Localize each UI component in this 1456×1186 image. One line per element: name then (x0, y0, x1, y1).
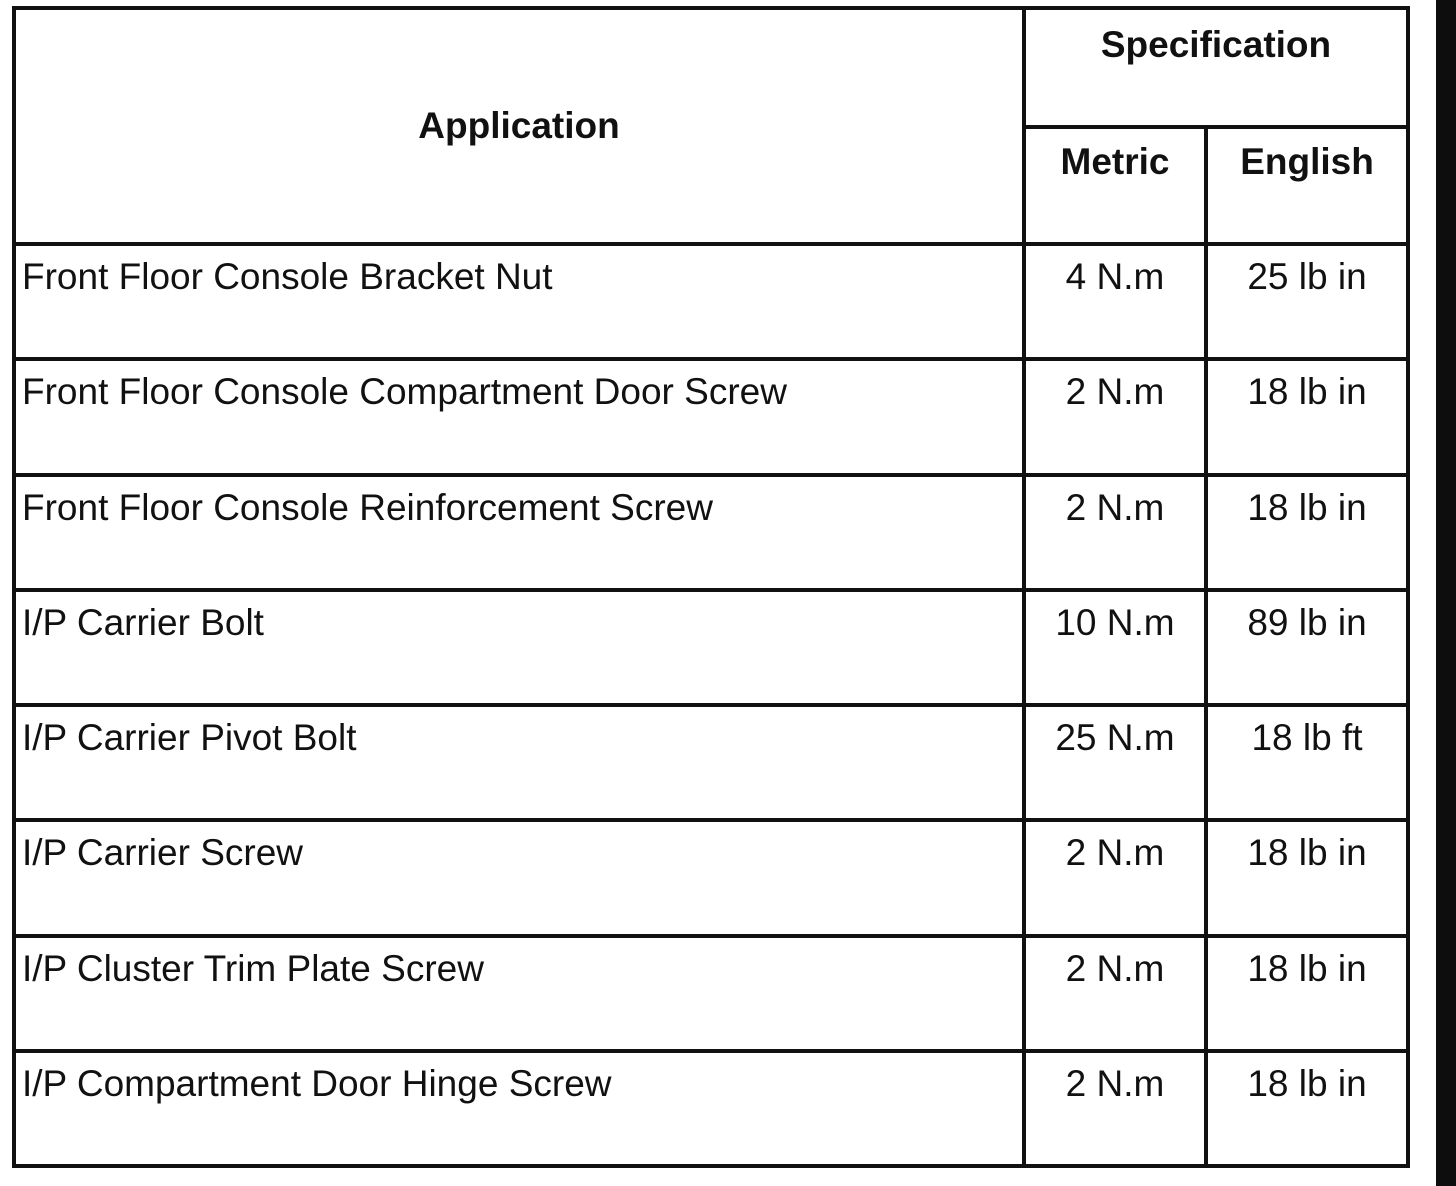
table-row (14, 1051, 1408, 1166)
english-cell: 18 lb in (1206, 820, 1408, 935)
application-cell: I/P Carrier Pivot Bolt (14, 705, 1024, 820)
fastener-torque-table (12, 6, 1410, 1168)
table-row (14, 705, 1408, 820)
table-row (14, 590, 1408, 705)
metric-cell: 25 N.m (1024, 705, 1206, 820)
metric-cell: 2 N.m (1024, 475, 1206, 590)
table-row (14, 475, 1408, 590)
application-cell: I/P Carrier Screw (14, 820, 1024, 935)
table-row (14, 820, 1408, 935)
application-cell: I/P Cluster Trim Plate Screw (14, 936, 1024, 1051)
metric-cell: 2 N.m (1024, 1051, 1206, 1166)
english-cell: 18 lb in (1206, 475, 1408, 590)
metric-cell: 2 N.m (1024, 359, 1206, 474)
english-cell: 18 lb in (1206, 359, 1408, 474)
application-cell: Front Floor Console Bracket Nut (14, 244, 1024, 359)
metric-cell: 4 N.m (1024, 244, 1206, 359)
page-edge-bar (1436, 0, 1456, 1186)
english-cell: 18 lb in (1206, 936, 1408, 1051)
english-cell: 18 lb ft (1206, 705, 1408, 820)
header-english: English (1206, 127, 1408, 244)
header-specification: Specification (1024, 8, 1408, 127)
table-row (14, 359, 1408, 474)
english-cell: 89 lb in (1206, 590, 1408, 705)
application-cell: Front Floor Console Reinforcement Screw (14, 475, 1024, 590)
header-application: Application (14, 8, 1024, 244)
application-cell: I/P Carrier Bolt (14, 590, 1024, 705)
table-row (14, 936, 1408, 1051)
application-cell: I/P Compartment Door Hinge Screw (14, 1051, 1024, 1166)
english-cell: 18 lb in (1206, 1051, 1408, 1166)
metric-cell: 2 N.m (1024, 936, 1206, 1051)
metric-cell: 10 N.m (1024, 590, 1206, 705)
english-cell: 25 lb in (1206, 244, 1408, 359)
metric-cell: 2 N.m (1024, 820, 1206, 935)
table-row (14, 244, 1408, 359)
application-cell: Front Floor Console Compartment Door Screw (14, 359, 1024, 474)
header-metric: Metric (1024, 127, 1206, 244)
